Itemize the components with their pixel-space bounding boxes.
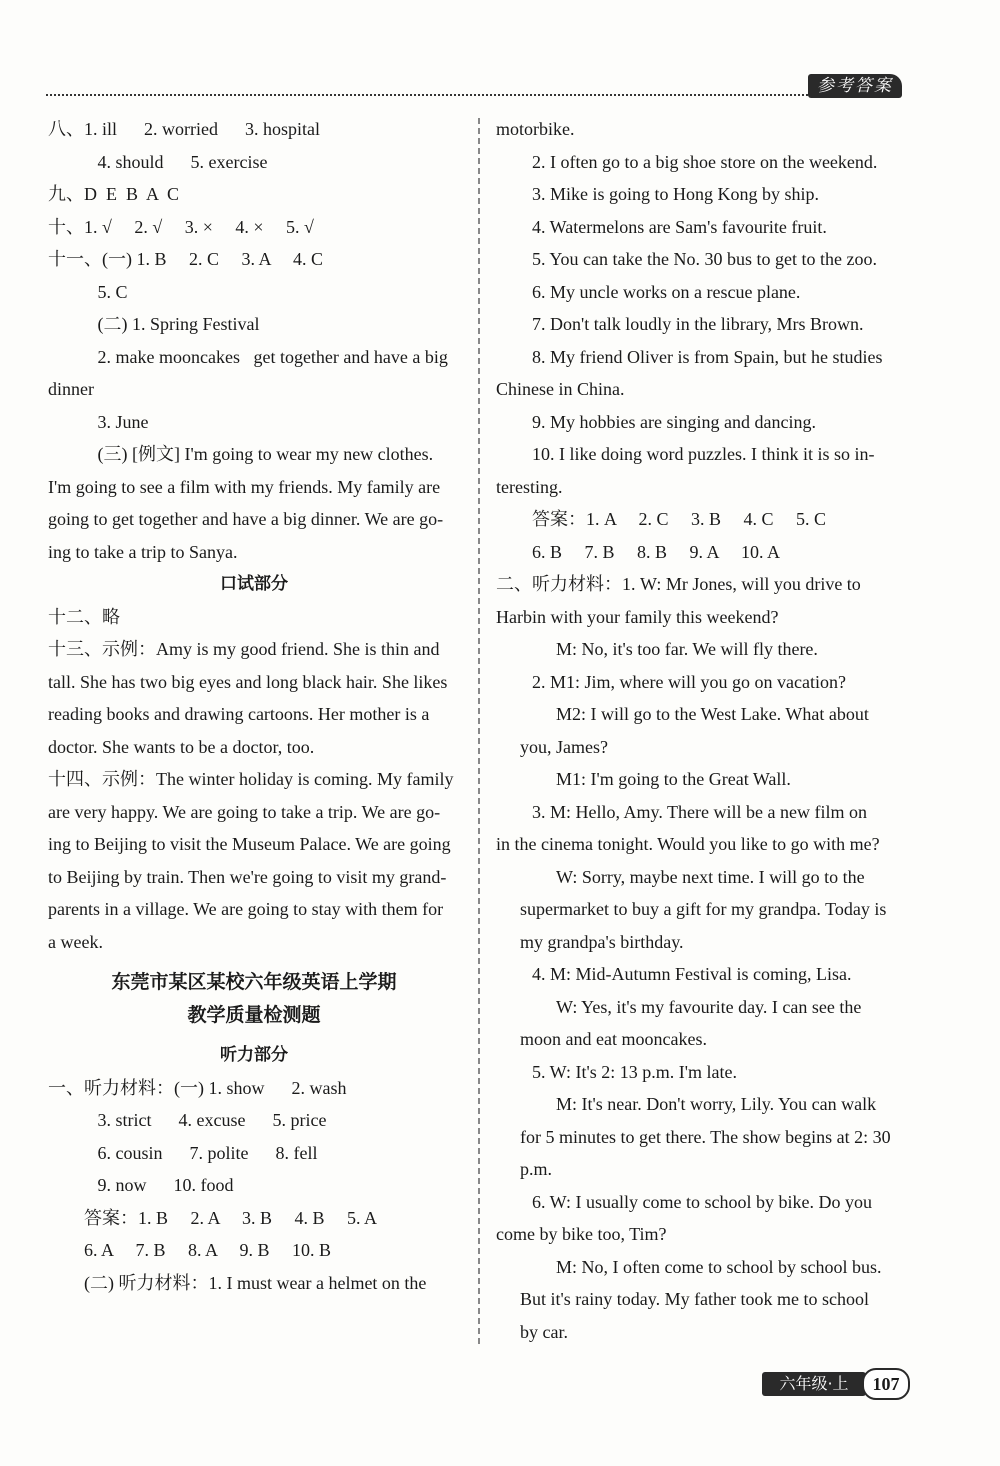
- text-line: (二) 听力材料：1. I must wear a helmet on the: [84, 1272, 427, 1293]
- text-line: ing to take a trip to Sanya.: [48, 541, 238, 562]
- section-heading: 口试部分: [220, 574, 288, 594]
- text-line: M: It's near. Don't worry, Lily. You can walk: [556, 1094, 877, 1114]
- text-line: 3. Mike is going to Hong Kong by ship.: [532, 184, 820, 204]
- text-line: 6. W: I usually come to school by bike. Do you: [532, 1191, 872, 1212]
- text-line: p.m.: [520, 1159, 553, 1179]
- text-line: Harbin with your family this weekend?: [496, 606, 779, 627]
- text-line: Chinese in China.: [496, 379, 625, 399]
- text-line: come by bike too, Tim?: [496, 1224, 667, 1244]
- text-line: M1: I'm going to the Great Wall.: [556, 769, 791, 789]
- text-line: 十四、示例：The winter holiday is coming. My family: [48, 769, 454, 789]
- text-line: 答案：1. A 2. C 3. B 4. C 5. C: [532, 509, 827, 529]
- text-line: you, James?: [520, 736, 608, 757]
- text-line: 7. Don't talk loudly in the library, Mrs Brown.: [532, 314, 864, 334]
- text-line: in the cinema tonight. Would you like to go with me?: [496, 834, 880, 854]
- text-line: reading books and drawing cartoons. Her mother is a: [48, 704, 430, 724]
- text-line: (二) 1. Spring Festival: [84, 314, 260, 334]
- text-line: M: No, it's too far. We will fly there.: [556, 639, 818, 659]
- exam-subtitle: 教学质量检测题: [187, 1003, 321, 1026]
- text-line: 十、1. √ 2. √ 3. × 4. × 5. √: [48, 216, 314, 237]
- text-line: supermarket to buy a gift for my grandpa. Today is: [520, 899, 887, 919]
- left-column: [48, 113, 460, 1299]
- text-line: 4. M: Mid-Autumn Festival is coming, Lisa.: [532, 964, 852, 984]
- text-line: for 5 minutes to get there. The show begins at 2: 30: [520, 1126, 891, 1147]
- text-line: to Beijing by train. Then we're going to visit my grand-: [48, 866, 447, 887]
- text-line: 十一、(一) 1. B 2. C 3. A 4. C: [48, 249, 324, 269]
- text-line: 九、D E B A C: [48, 184, 180, 204]
- text-line: ing to Beijing to visit the Museum Palace. We are going: [48, 834, 451, 854]
- text-line: 2. make mooncakes get together and have a big: [84, 346, 448, 367]
- text-line: parents in a village. We are going to stay with them for: [48, 899, 444, 919]
- text-line: going to get together and have a big dinner. We are go-: [48, 509, 444, 529]
- text-line: a week.: [48, 931, 103, 952]
- text-line: W: Sorry, maybe next time. I will go to the: [556, 866, 865, 887]
- page-number: 107: [862, 1368, 910, 1400]
- text-line: (三) [例文] I'm going to wear my new clothes.: [84, 444, 434, 464]
- text-line: teresting.: [496, 476, 563, 497]
- header-rule: [46, 94, 816, 96]
- text-line: 5. You can take the No. 30 bus to get to the zoo.: [532, 249, 877, 269]
- text-line: 八、1. ill 2. worried 3. hospital: [48, 119, 320, 139]
- text-line: 十二、略: [48, 606, 120, 627]
- text-line: 5. C: [84, 281, 128, 302]
- text-line: 6. cousin 7. polite 8. fell: [84, 1142, 318, 1163]
- text-line: 2. I often go to a big shoe store on the weekend.: [532, 151, 878, 172]
- text-line: 6. B 7. B 8. B 9. A 10. A: [532, 541, 781, 562]
- section-tab: 参考答案: [808, 74, 902, 98]
- text-line: 2. M1: Jim, where will you go on vacation?: [532, 671, 846, 692]
- text-line: M2: I will go to the West Lake. What about: [556, 704, 869, 724]
- text-line: 3. strict 4. excuse 5. price: [84, 1110, 327, 1130]
- text-line: motorbike.: [496, 119, 575, 139]
- grade-label: 六年级·上: [762, 1372, 866, 1396]
- text-line: 6. My uncle works on a rescue plane.: [532, 281, 801, 302]
- text-line: 3. M: Hello, Amy. There will be a new film on: [532, 801, 867, 822]
- text-line: 8. My friend Oliver is from Spain, but he studies: [532, 346, 883, 367]
- text-line: 3. June: [84, 411, 149, 432]
- section-heading: 听力部分: [220, 1045, 288, 1065]
- text-line: W: Yes, it's my favourite day. I can see the: [556, 996, 862, 1017]
- text-line: M: No, I often come to school by school bus.: [556, 1256, 882, 1277]
- text-line: 6. A 7. B 8. A 9. B 10. B: [84, 1240, 332, 1260]
- text-line: 一、听力材料：(一) 1. show 2. wash: [48, 1077, 347, 1098]
- text-line: my grandpa's birthday.: [520, 931, 684, 952]
- right-column: [496, 113, 906, 1348]
- text-line: are very happy. We are going to take a trip. We are go-: [48, 801, 441, 822]
- text-line: 4. should 5. exercise: [84, 151, 268, 172]
- text-line: dinner: [48, 379, 94, 399]
- text-line: doctor. She wants to be a doctor, too.: [48, 736, 315, 757]
- text-line: 答案：1. B 2. A 3. B 4. B 5. A: [84, 1207, 378, 1228]
- text-line: 4. Watermelons are Sam's favourite fruit.: [532, 216, 827, 237]
- text-line: 9. now 10. food: [84, 1175, 234, 1195]
- text-line: 十三、示例：Amy is my good friend. She is thin and: [48, 639, 440, 659]
- text-line: by car.: [520, 1321, 568, 1342]
- exam-title: 东莞市某区某校六年级英语上学期: [111, 971, 397, 993]
- column-divider: [478, 118, 480, 1344]
- text-line: tall. She has two big eyes and long black hair. She likes: [48, 671, 448, 692]
- text-line: 9. My hobbies are singing and dancing.: [532, 411, 816, 432]
- text-line: 10. I like doing word puzzles. I think it is so in-: [532, 444, 875, 464]
- text-line: But it's rainy today. My father took me to school: [520, 1289, 870, 1309]
- text-line: 5. W: It's 2: 13 p.m. I'm late.: [532, 1061, 737, 1082]
- text-line: I'm going to see a film with my friends. My family are: [48, 476, 441, 497]
- text-line: 二、听力材料：1. W: Mr Jones, will you drive to: [496, 574, 861, 594]
- text-line: moon and eat mooncakes.: [520, 1029, 707, 1049]
